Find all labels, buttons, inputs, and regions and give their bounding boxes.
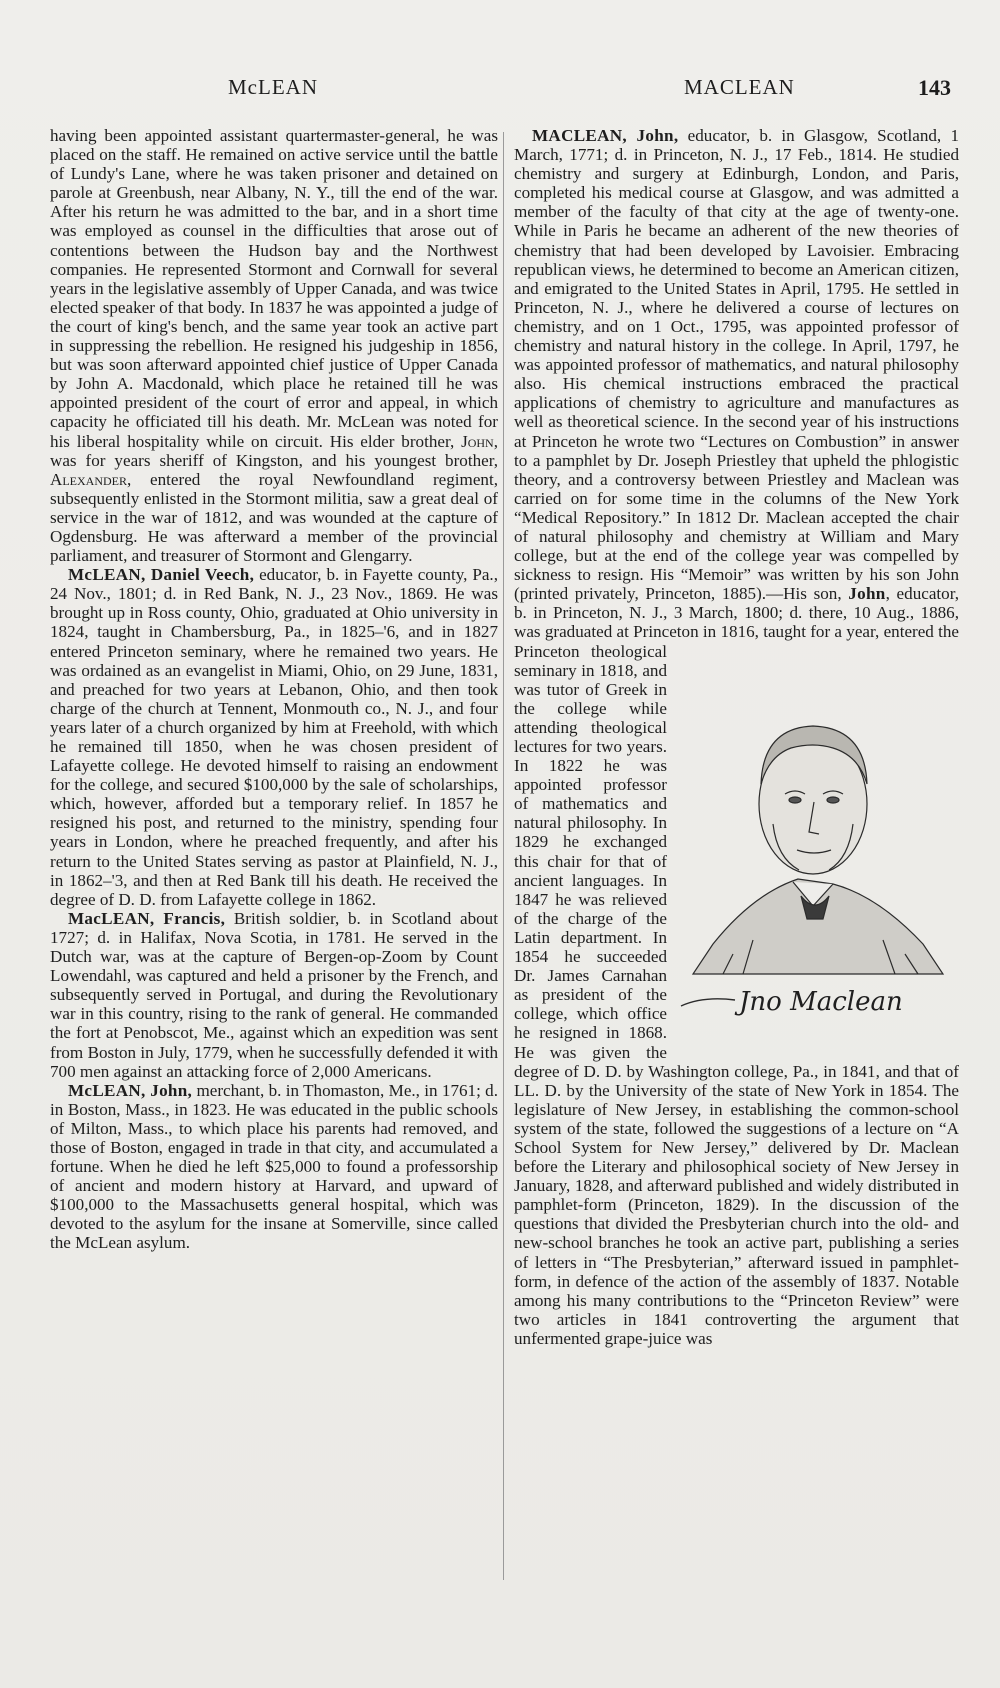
entry-john-maclean: MACLEAN, John, educator, b. in Glasgow, Scotland, 1 March, 1771; d. in Princeton, N. J., 17 Feb., 1814. He studied chemistry and surgery at Edinburgh, London, and Paris, completed his medical course at Glasgow, and was admitted a member of the faculty of that city at the age of twenty-one. While in Paris he became an adherent of the new theories of chemistry that had been developed by Lavoisier. Embracing republican views, he determined to become an American citizen, and emigrated to the United States in April, 1795. He settled in Princeton, N. J., where he delivered a course of lectures on chemistry, and on 1 Oct., 1795, was appointed professor of chemistry and natural history in the college. In April, 1797, he was appointed professor of mathematics, and natural philosophy also. His chemical instructions embraced the practical applications of chemistry to agriculture and manufactures as well as theoretical science. In the second year of his instructions at Princeton he wrote two “Lectures on Combustion” in answer to a pamphlet by Dr. Joseph Priestley that upheld the phlogistic theory, and a controversy between Priestley and Maclean was carried on for some time in the columns of the New York “Medical Repository.” In 1812 Dr. Maclean accepted the chair of natural philosophy and chemistry at William and Mary college, but at the end of the college year was compelled by sickness to resign. His “Memoir” was written by his son John (printed privately, Princeton, 1885).—His son, John, educator, b. in Princeton, N. J., 3 March, 1800; d. there, 10 Aug., 1886, was graduated at Princeton in 1816, taught for a year, Jno Maclean entered the Princeton theological seminary in 1818, and was tutor of Greek in the college while attending theological lectures for two years. In 1822 he was appointed professor of mathematics and natural philosophy. In 1829 he exchanged this chair for that of ancient languages. In 1847 he was relieved of the charge of the Latin department. In 1854 he succeeded Dr. James Carnahan as president of the college, which office he resigned in 1868. He was given the degree of D. D. by Washington college, Pa., in 1841, and that of LL. D. by the University of the state of New York in 1854. The legislature of New Jersey, in establishing the common-school system of the state, followed the suggestions of a lecture on “A School System for New Jersey,” delivered by Dr. Maclean before the Literary and philosophical society of New Jersey in January, 1828, and afterward published and widely distributed in pamphlet-form (Princeton, 1829). In the discussion of the questions that divided the Presbyterian church into the old- and new-school branches he took an active part, publishing a series of letters in “The Presbyterian,” afterward issued in pamphlet-form, in defence of the action of the assembly of 1837. Notable among his many contributions to the “Princeton Review” were two articles in 1841 controverting the argument that unfermented grape-juice was [514, 126, 959, 1348]
signature: Jno Maclean [739, 986, 903, 1017]
header-left: McLEAN [228, 75, 318, 99]
entry-daniel-veech-mclean: McLEAN, Daniel Veech, educator, b. in Fayette county, Pa., 24 Nov., 1801; d. in Red Bank, N. J., 23 Nov., 1869. He was brought up in Ross county, Ohio, graduated at Ohio university in 1824, taught in Chambersburg, Pa., in 1825–'6, and in 1827 entered Princeton seminary, where he remained two years. He was ordained as an evangelist in Miami, Ohio, on 29 June, 1831, and preached for two years at Lebanon, Ohio, and then took charge of the church at Tennent, Monmouth co., N. J., and four years later of a church organized by him at Freehold, with which he remained till 1850, when he was chosen president of Lafayette college. He devoted himself to raising an endowment for the college, and secured $100,000 by the sale of scholarships, which, however, afforded but a temporary relief. In 1857 he resigned his post, and returned to the ministry, spending four years in London, where he preached frequently, and after his return to the United States serving as pastor at Plainfield, N. J., in 1862–'3, and then at Red Bank till his death. He received the degree of D. D. from Lafayette college in 1862. [50, 565, 498, 909]
left-column [50, 126, 498, 1253]
header-center: MACLEAN [684, 75, 795, 99]
entry-headword: McLEAN, Daniel Veech, [68, 565, 255, 585]
son-name: John [848, 584, 886, 604]
brother-name: John [461, 431, 494, 451]
entry-headword: MACLEAN, John, [532, 126, 679, 145]
entry-headword: McLEAN, John, [68, 1080, 193, 1100]
brother-name: Alexander [50, 469, 128, 489]
column-divider [503, 132, 504, 1580]
entry-headword: MacLEAN, Francis, [68, 908, 226, 928]
entry-john-mclean: McLEAN, John, merchant, b. in Thomaston, Me., in 1761; d. in Boston, Mass., in 1823. He was educated in the public schools of Milton, Mass., to which place his parents had removed, and those of Boston, engaged in trade in that city, and accumulated a fortune. When he died he left $25,000 to found a professorship of ancient and modern history at Harvard, and upward of $100,000 to the Massachusetts general hospital, which was devoted to the asylum for the insane at Somerville, since called the McLean asylum. [50, 1080, 499, 1253]
running-header [0, 75, 1000, 105]
portrait-figure [673, 644, 963, 1056]
page-number: 143 [918, 75, 951, 100]
entry-francis-maclean: MacLEAN, Francis, British soldier, b. in Scotland about 1727; d. in Halifax, Nova Scotia, in 1781. He served in the Dutch war, was at the capture of Bergen-op-Zoom by Count Lowendahl, was captured and held a prisoner by the French, and subsequently served in Portugal, and during the Revolutionary war in this country, rising to the rank of general. He commanded the fort at Penobscot, Me., against which an expedition was sent from Boston in July, 1779, when he successfully defended it with 700 men against an attacking force of 2,000 Americans. [50, 908, 498, 1081]
signature-text [681, 987, 903, 1017]
portrait-engraving [693, 726, 943, 974]
continued-entry: having been appointed assistant quartermaster-general, he was placed on the staff. He remained on active service until the battle of Lundy's Lane, where he was taken prisoner and detained on parole at Greenbush, near Albany, N. Y., till the end of the war. After his return he was admitted to the bar, and in a short time was employed as counsel in the difficulties that arose out of contentions between the Hudson bay and the Northwest companies. He represented Stormont and Cornwall for several years in the legislative assembly of Upper Canada, and was twice elected speaker of that body. In 1837 he was appointed a judge of the court of king's bench, and the same year took an active part in suppressing the rebellion. He resigned his judgeship in 1856, but was soon afterward appointed chief justice of Upper Canada by John A. Macdonald, which place he retained till he was appointed president of the court of error and appeal, in which capacity he officiated till his death. Mr. McLean was noted for his liberal hospitality while on circuit. His elder brother, John, was for years sheriff of Kingston, and his youngest brother, Alexander, entered the royal Newfoundland regiment, subsequently enlisted in the Stormont militia, saw a great deal of service in the war of 1812, and was wounded at the capture of Ogdensburg. He was afterward a member of the provincial parliament, and treasurer of Stormont and Glengarry. [50, 126, 498, 566]
right-column [514, 126, 959, 1348]
